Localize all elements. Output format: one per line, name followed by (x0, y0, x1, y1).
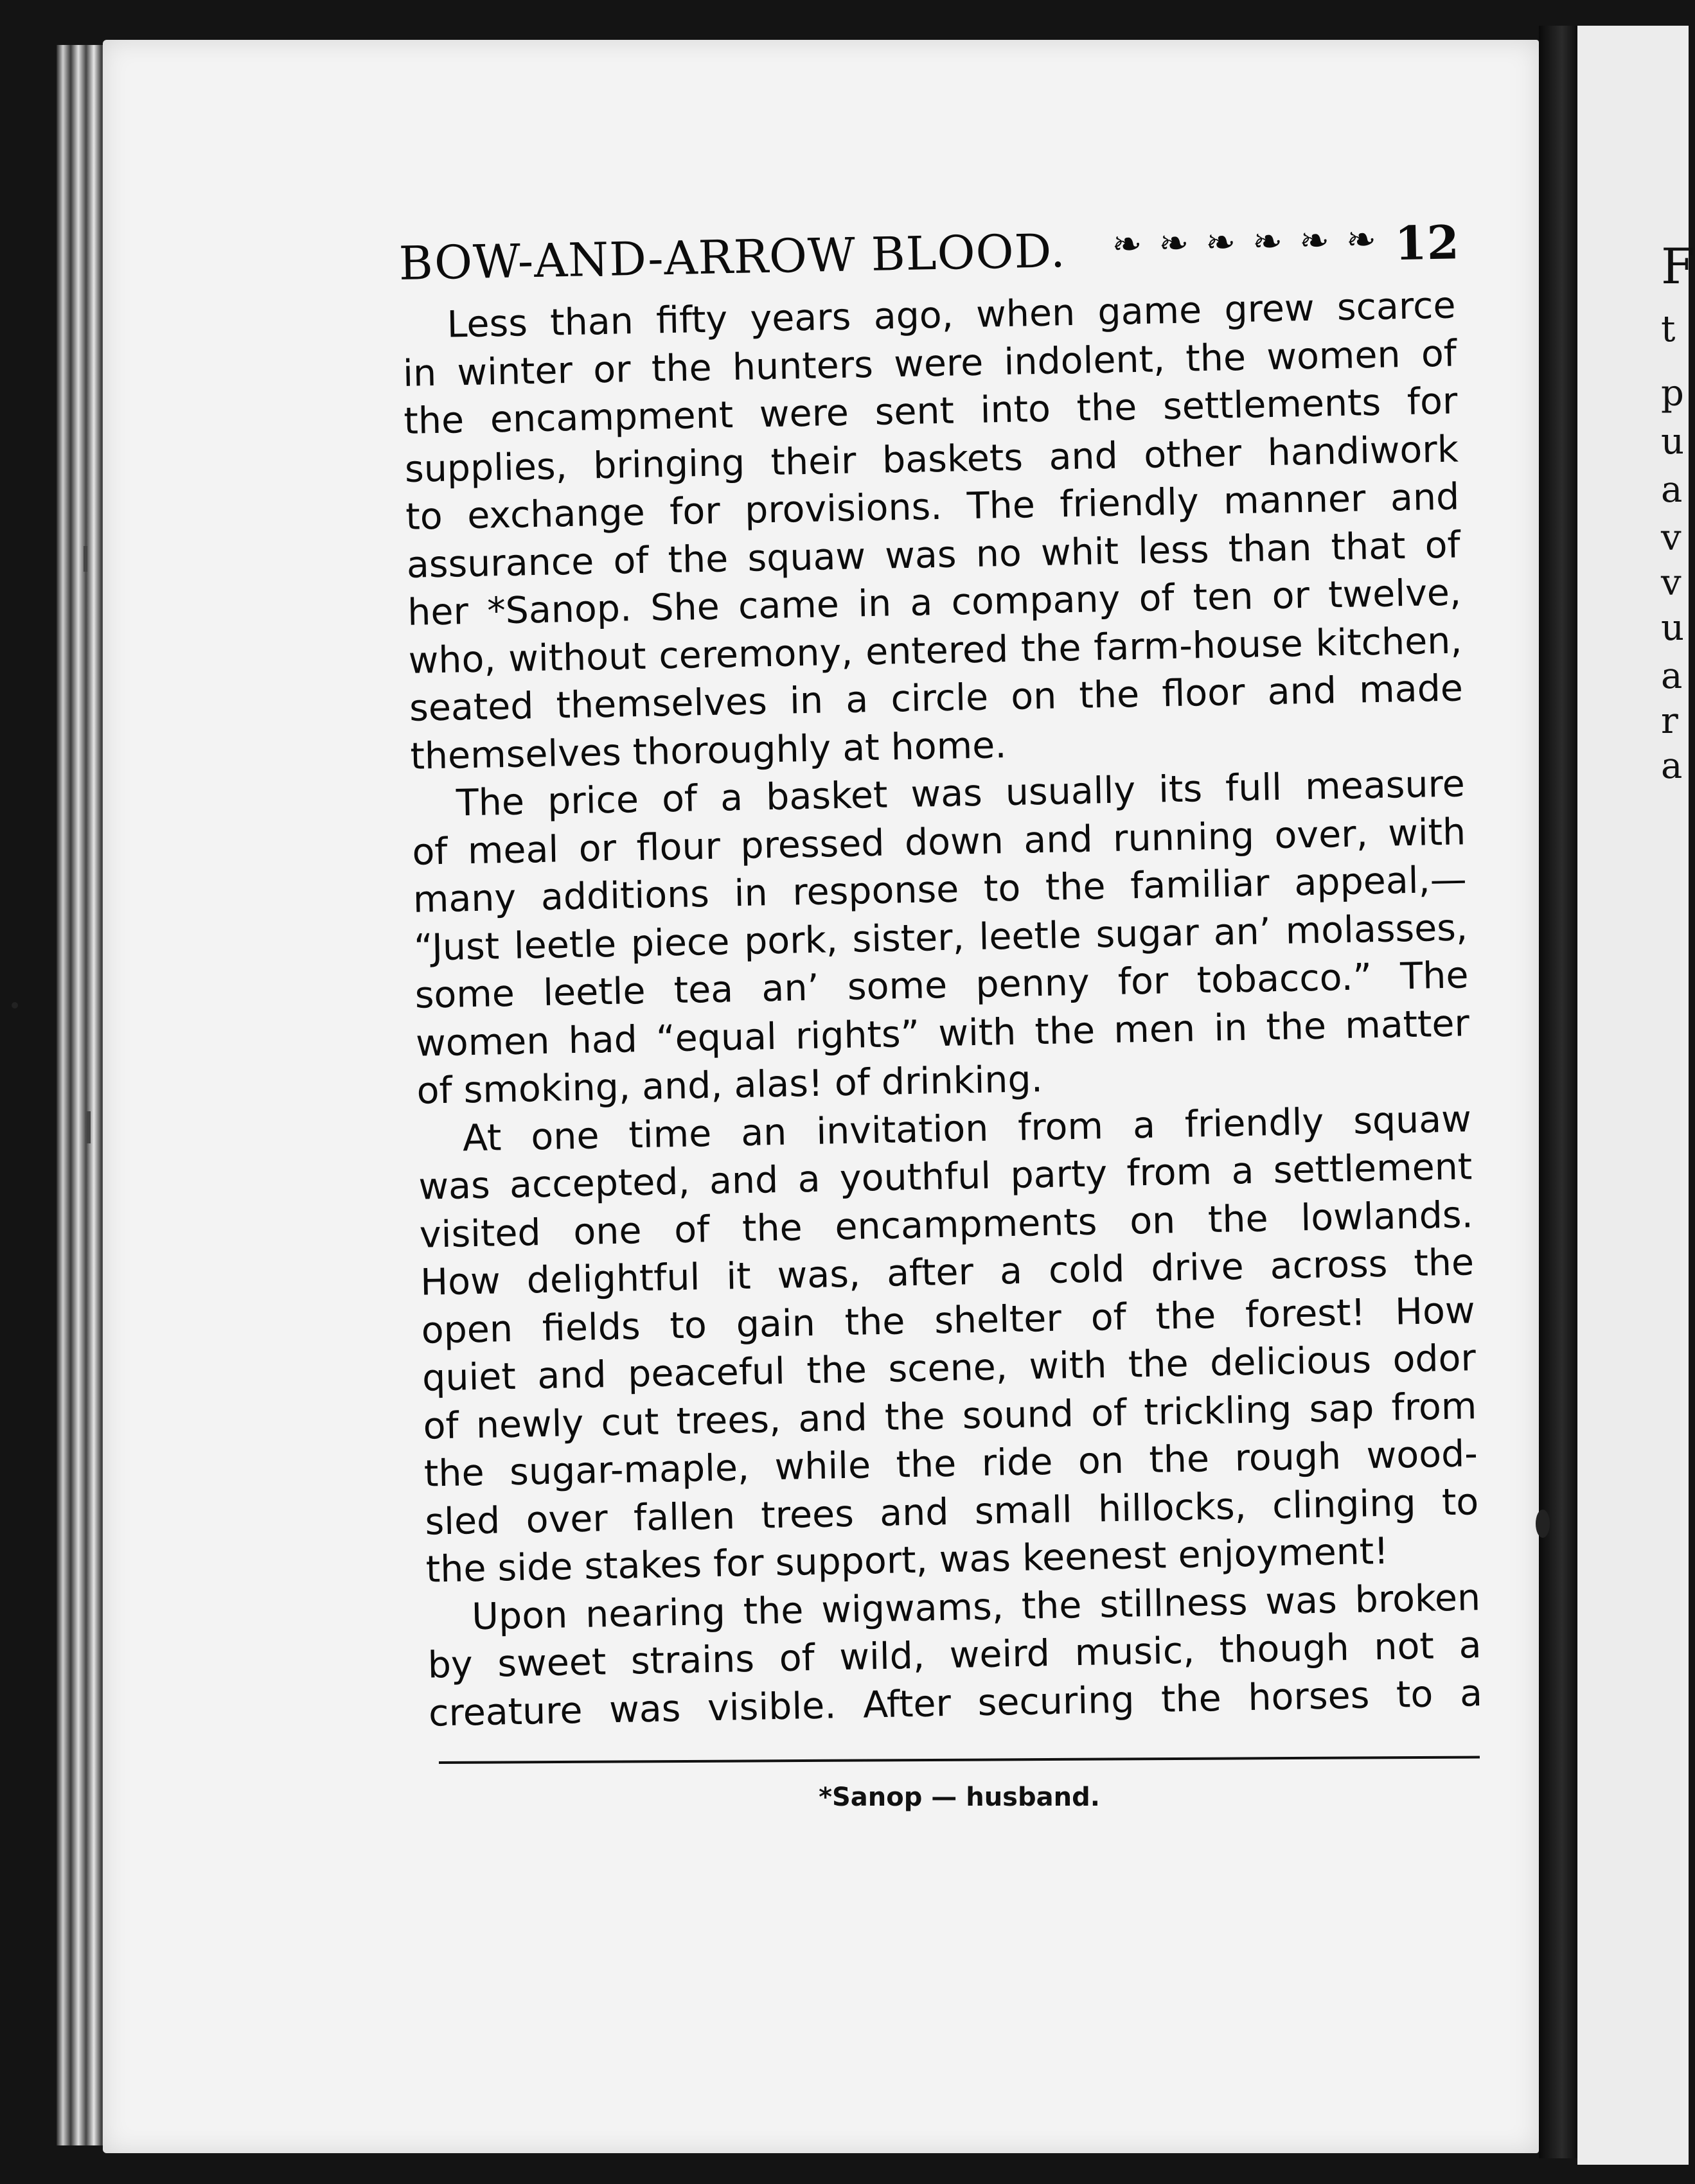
text-line: many additions in response to the familiar appeal,— (413, 858, 1468, 921)
text-line: assurance of the squaw was no whit less than that of (406, 523, 1461, 586)
facing-page-letter: a (1661, 655, 1683, 697)
facing-page-letter: t (1661, 308, 1676, 350)
text-line: At one time an invitation from a friendly squaw (462, 1097, 1472, 1159)
text-line: who, without ceremony, entered the farm-house kitchen, (408, 619, 1463, 682)
facing-page-letter: v (1661, 562, 1682, 604)
text-line: of meal or flour pressed down and running over, with (411, 810, 1466, 874)
text-line: creature was visible. After securing the horses to a (428, 1671, 1483, 1735)
facing-page-letter: u (1661, 421, 1685, 462)
text-line: of newly cut trees, and the sound of trickling sap from (422, 1384, 1477, 1448)
text-line: “Just leetle piece pork, sister, leetle sugar an’ molasses, (413, 906, 1468, 969)
facing-page-letter: v (1661, 517, 1682, 559)
text-line: How delightful it was, after a cold drive across the (420, 1241, 1475, 1304)
text-line: women had “equal rights” with the men in the matter (415, 1001, 1470, 1065)
facing-page-letter: a (1661, 745, 1683, 787)
paragraph-4 (427, 1574, 1483, 1738)
chapter-title: BOW-AND-ARROW BLOOD. (398, 224, 1067, 290)
text-line: was accepted, and a youthful party from a settlement (418, 1145, 1473, 1208)
page-gutter (1539, 26, 1577, 2158)
footnote: *Sanop — husband. (819, 1783, 1100, 1812)
paragraph-3 (417, 1095, 1480, 1594)
paragraph-1 (402, 282, 1464, 780)
text-line: to exchange for provisions. The friendly manner and (405, 475, 1460, 538)
text-line: visited one of the encampments on the lowlands. (419, 1193, 1474, 1256)
text-line: The price of a basket was usually its full measure (456, 762, 1466, 825)
text-line: of smoking, and, alas! of drinking. (416, 1058, 1043, 1113)
text-line: the sugar-maple, while the ride on the rough wood- (423, 1432, 1478, 1495)
facing-page-edge (1577, 26, 1695, 2165)
text-line: her *Sanop. She came in a company of ten or twelve, (407, 571, 1462, 634)
facing-page-letter: r (1661, 700, 1678, 742)
text-line: Less than fifty years ago, when game grew scarce (447, 284, 1457, 346)
text-line: the side stakes for support, was keenest enjoyment! (425, 1529, 1389, 1591)
text-line: some leetle tea an’ some penny for tobacco.” The (414, 954, 1469, 1017)
ink-blot (1536, 1510, 1550, 1538)
page-number: 12 (1394, 215, 1460, 271)
text-line: themselves thoroughly at home. (409, 723, 1007, 778)
text-line: open fields to gain the shelter of the forest! How (421, 1289, 1476, 1352)
facing-page-letter: u (1661, 607, 1685, 649)
facing-page-letter: p (1661, 373, 1684, 414)
text-line: in winter or the hunters were indolent, the women of (402, 332, 1457, 395)
margin-speck (84, 546, 87, 572)
text-line: by sweet strains of wild, weird music, though not a (427, 1624, 1482, 1687)
dust-speck (12, 1002, 18, 1008)
margin-speck (87, 1111, 91, 1143)
facing-page-letter: F (1661, 238, 1695, 295)
text-line: seated themselves in a circle on the floor and made (409, 667, 1464, 730)
paragraph-2 (411, 760, 1471, 1115)
text-line: quiet and peaceful the scene, with the delicious odor (422, 1337, 1477, 1400)
text-line: Upon nearing the wigwams, the stillness was broken (471, 1576, 1481, 1638)
ornament-icons: ❧❧❧❧❧❧ (1111, 218, 1394, 266)
page-body-text (402, 282, 1483, 1738)
text-line: sled over fallen trees and small hillocks, clinging to (424, 1480, 1479, 1544)
text-line: the encampment were sent into the settlements for (403, 380, 1458, 443)
text-line: supplies, bringing their baskets and other handiwork (404, 427, 1459, 491)
facing-page-letter: a (1661, 469, 1683, 511)
